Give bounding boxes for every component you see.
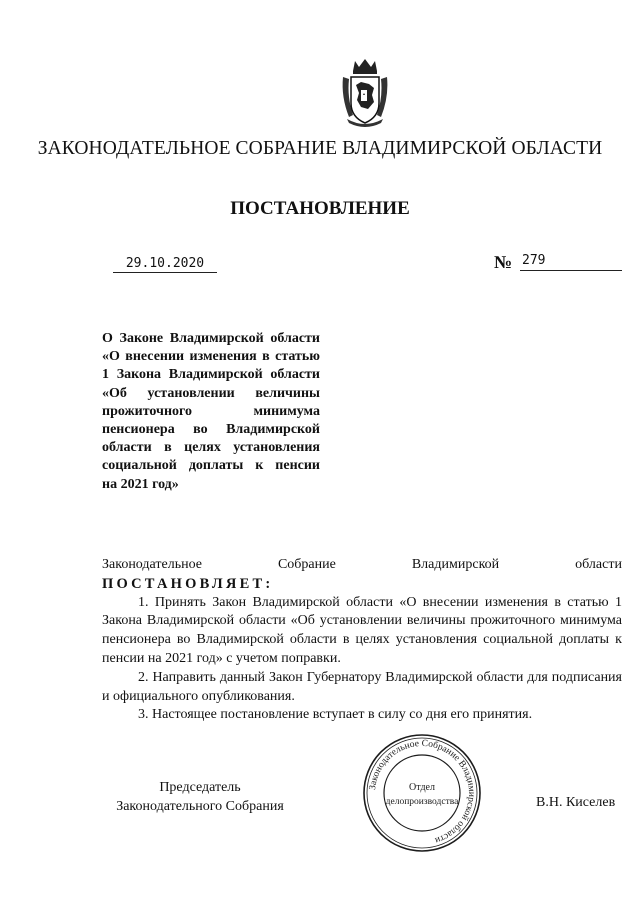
organization-title: ЗАКОНОДАТЕЛЬНОЕ СОБРАНИЕ ВЛАДИМИРСКОЙ ОБЛАСТИ bbox=[37, 138, 603, 159]
preamble-word: Собрание bbox=[277, 557, 336, 572]
subject-line: пенсионера во Владимирской bbox=[102, 422, 320, 438]
signer-title bbox=[102, 778, 298, 816]
coat-of-arms-icon bbox=[339, 57, 391, 129]
document-number: 279 bbox=[520, 253, 622, 271]
preamble bbox=[102, 556, 622, 575]
decree-word: ПОСТАНОВЛЯЕТ: bbox=[102, 575, 274, 592]
signer-title-line: Председатель bbox=[159, 780, 241, 795]
official-stamp bbox=[361, 732, 483, 854]
subject-line: Владимирской области bbox=[168, 367, 321, 383]
paragraph-1: 1. Принять Закон Владимирской области «О внесении изменения в статью 1 Закона Владимирской области «Об установлении величины прожиточного минимума пенсионера во Владимирской области в целях установления социальной доплаты к пенсии на 2021 год» с учетом поправки. bbox=[102, 594, 622, 666]
paragraph-3: 3. Настоящее постановление вступает в силу со дня его принятия. bbox=[138, 707, 533, 723]
subject-line: прожиточного минимума bbox=[102, 403, 320, 419]
subject-line: О Законе Владимирской bbox=[102, 331, 264, 346]
paragraph-2: 2. Направить данный Закон Губернатору Владимирской области для подписания и официального опубликования. bbox=[102, 669, 622, 704]
subject-line: «Об установлении величины bbox=[102, 385, 320, 401]
number-sign: № bbox=[494, 252, 513, 272]
document-date: 29.10.2020 bbox=[113, 256, 217, 273]
signer-title-line: Законодательного Собрания bbox=[116, 799, 284, 814]
document-body bbox=[102, 556, 622, 725]
stamp-center-line: Отдел bbox=[409, 782, 435, 793]
stamp-ring-text: Законодательное Собрание Владимирской области bbox=[368, 738, 477, 846]
preamble-word: области bbox=[575, 557, 622, 572]
document-type: ПОСТАНОВЛЕНИЕ bbox=[230, 198, 410, 219]
subject-line: области в целях установления bbox=[102, 440, 320, 456]
signer-name: В.Н. Киселев bbox=[536, 795, 616, 810]
stamp-center-line: делопроизводства bbox=[385, 797, 459, 807]
subject-line: области «О внесении bbox=[102, 331, 320, 365]
subject-line: изменения в статью 1 Закона bbox=[102, 349, 320, 383]
subject-line: на 2021 год» bbox=[102, 476, 179, 492]
document-subject bbox=[102, 330, 320, 494]
subject-line: социальной доплаты к пенсии bbox=[102, 458, 320, 474]
preamble-word: Законодательное bbox=[102, 557, 202, 572]
preamble-word: Владимирской bbox=[411, 557, 500, 572]
